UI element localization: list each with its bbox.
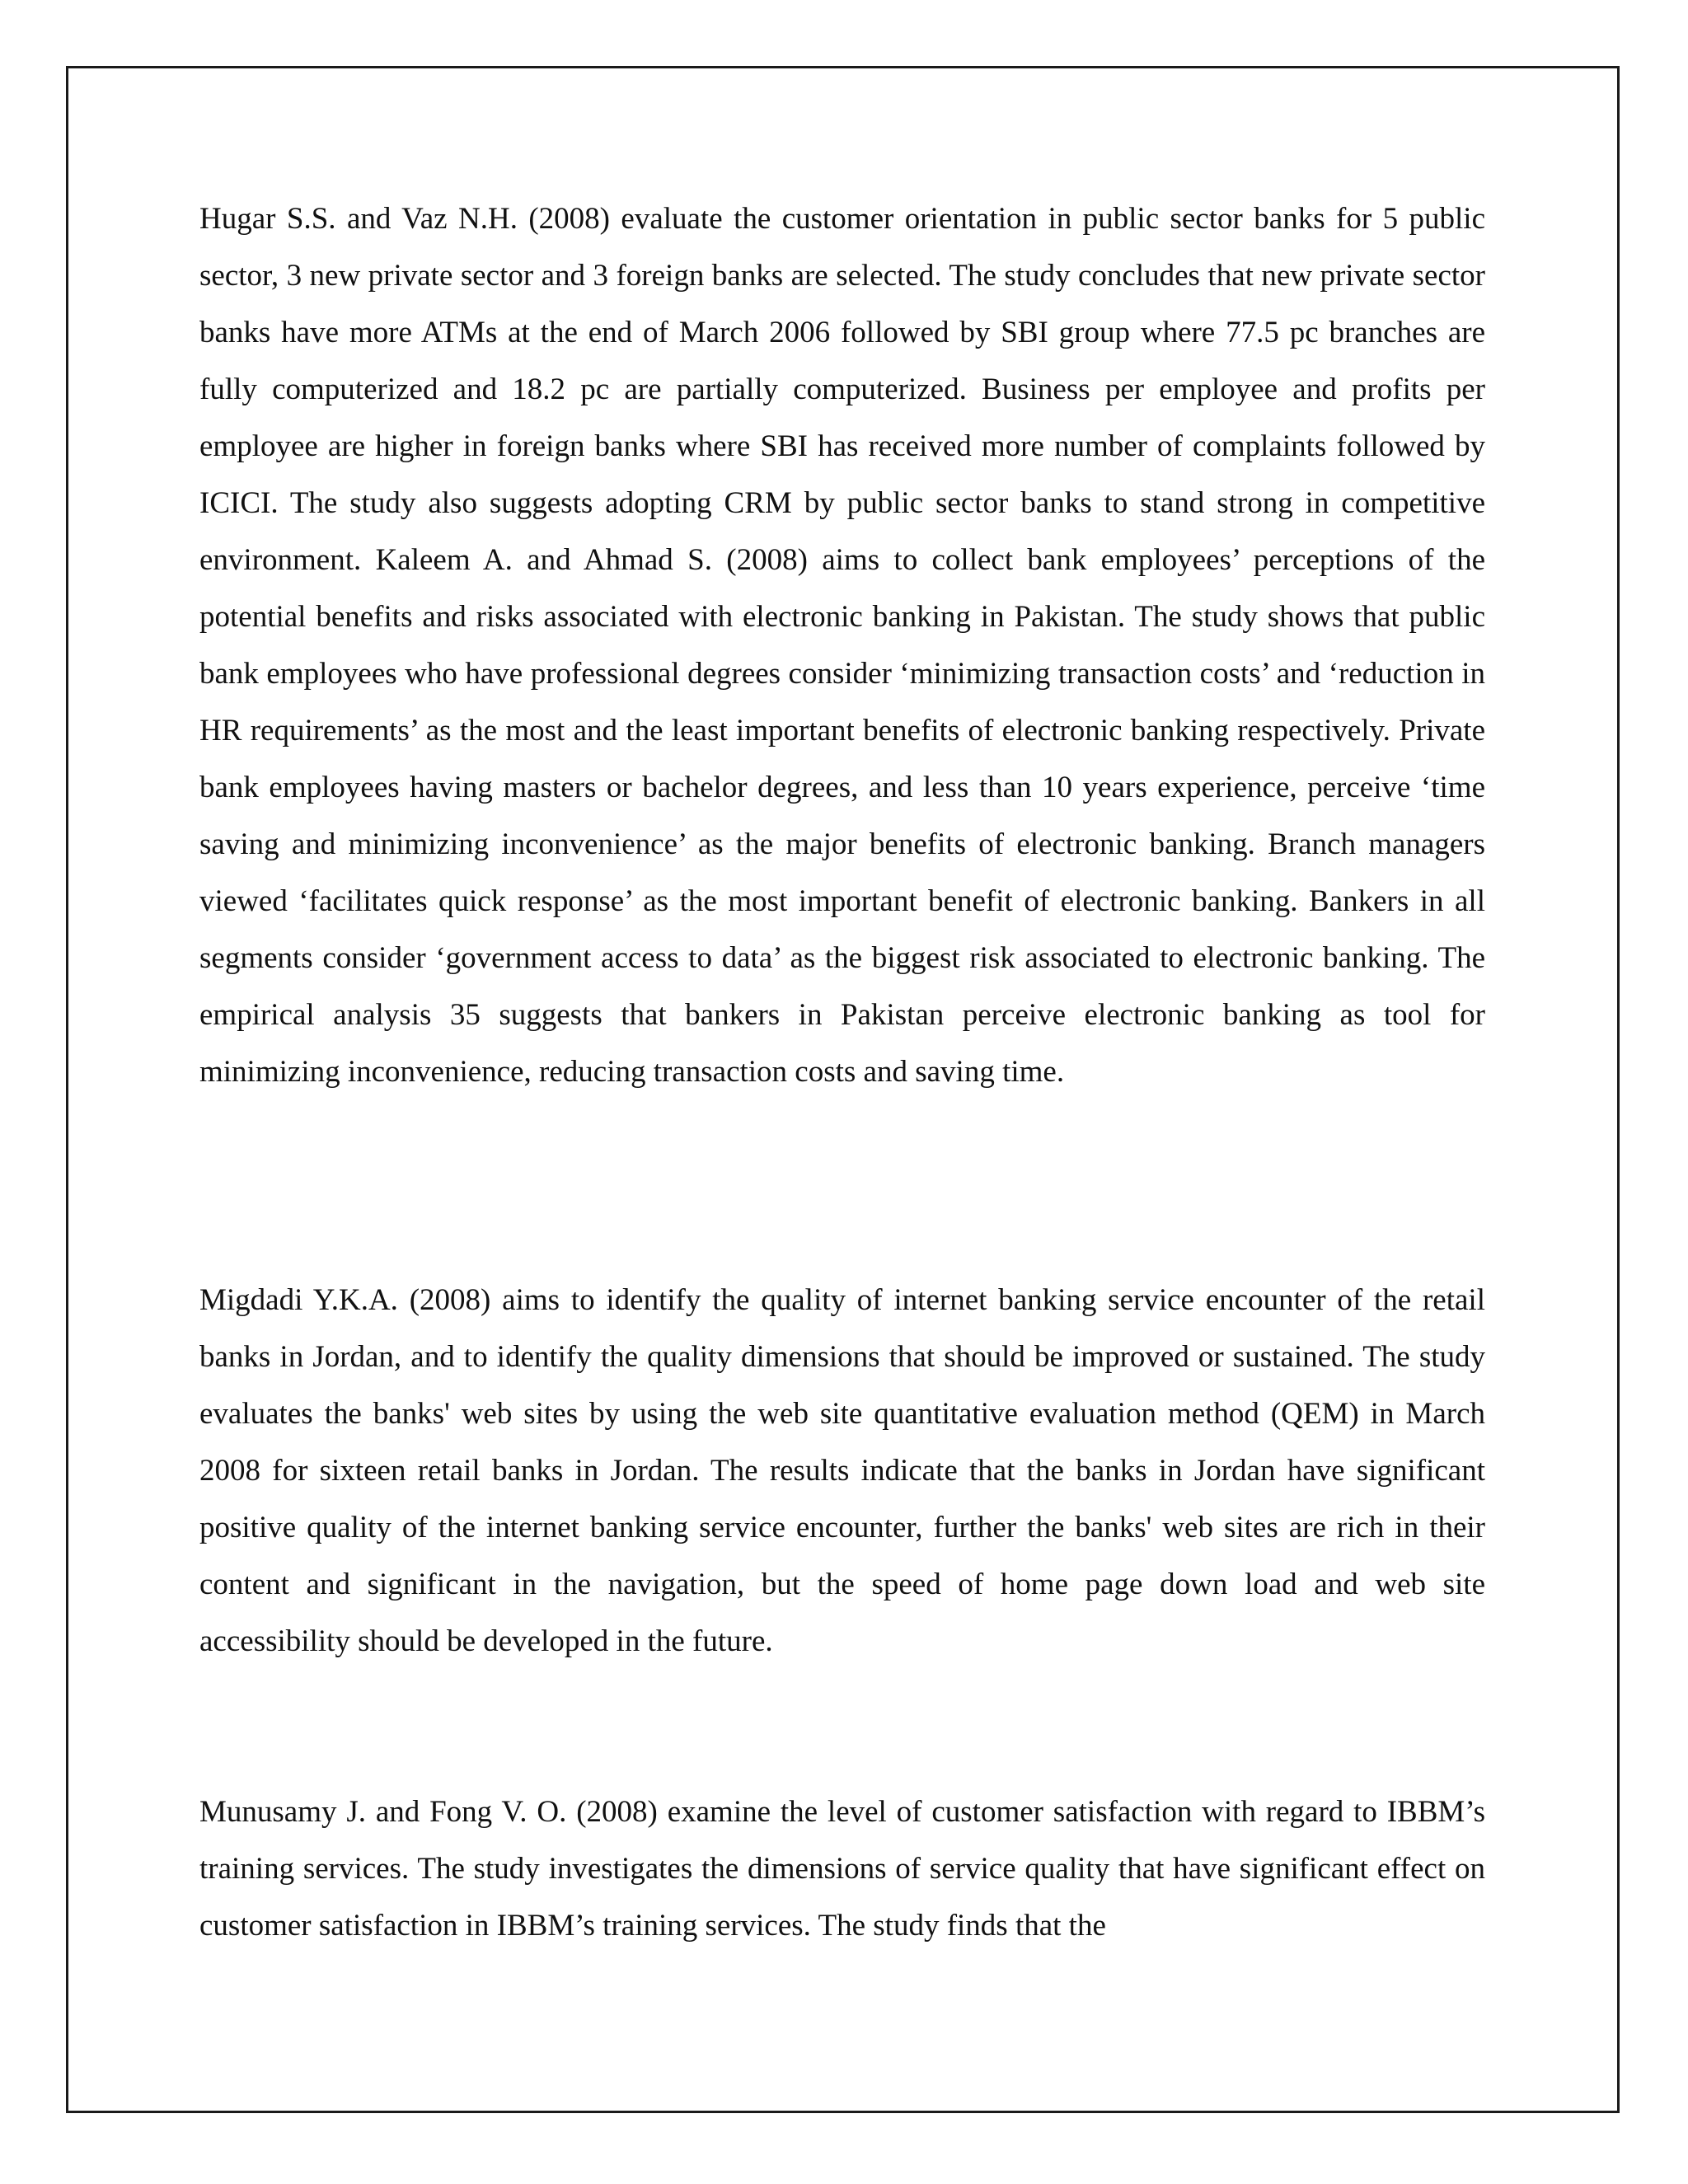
paragraph-migdadi: Migdadi Y.K.A. (2008) aims to identify the quality of internet banking service encounter of the retail banks in Jordan, and to identify the quality dimensions that should be improved or sustained. The study evaluates the banks' web sites by using the web site quantitative evaluation method (QEM) in March 2008 for sixteen retail banks in Jordan. The results indicate that the banks in Jordan have significant positive quality of the internet banking service encounter, further the banks' web sites are rich in their content and significant in the navigation, but the speed of home page down load and web site accessibility should be developed in the future. (199, 1283, 1485, 1658)
paragraph-munusamy: Munusamy J. and Fong V. O. (2008) examine the level of customer satisfaction with regard to IBBM’s training services. The study investigates the dimensions of service quality that have significant effect on customer satisfaction in IBBM’s training services. The study finds that the (199, 1795, 1485, 1943)
paragraph-hugar-kaleem: Hugar S.S. and Vaz N.H. (2008) evaluate the customer orientation in public sector banks for 5 public sector, 3 new private sector and 3 foreign banks are selected. The study concludes that new private sector banks have more ATMs at the end of March 2006 followed by SBI group where 77.5 pc branches are fully computerized and 18.2 pc are partially computerized. Business per employee and profits per employee are higher in foreign banks where SBI has received more number of complaints followed by ICICI. The study also suggests adopting CRM by public sector banks to stand strong in competitive environment. Kaleem A. and Ahmad S. (2008) aims to collect bank employees’ perceptions of the potential benefits and risks associated with electronic banking in Pakistan. The study shows that public bank employees who have professional degrees consider ‘minimizing transaction costs’ and ‘reduction in HR requirements’ as the most and the least important benefits of electronic banking respectively. Private bank employees having masters or bachelor degrees, and less than 10 years experience, perceive ‘time saving and minimizing inconvenience’ as the major benefits of electronic banking. Branch managers viewed ‘facilitates quick response’ as the most important benefit of electronic banking. Bankers in all segments consider ‘government access to data’ as the biggest risk associated to electronic banking. The empirical analysis 35 suggests that bankers in Pakistan perceive electronic banking as tool for minimizing inconvenience, reducing transaction costs and saving time. (199, 202, 1485, 1089)
